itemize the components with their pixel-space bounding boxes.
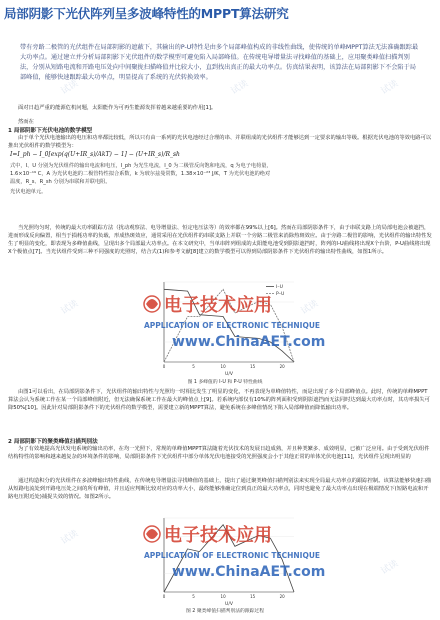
logo-subtitle: APPLICATION OF ELECTRONIC TECHNIQUE — [144, 551, 321, 560]
x-axis-label: U/V — [225, 602, 233, 606]
legend-label: P–U — [276, 292, 285, 297]
page-title: 局部阴影下光伏阵列呈多波峰特性的MPPT算法研究 — [4, 6, 289, 21]
figure-2-caption: 图 2 聚类峰值扫描判别法的跟踪过程 — [185, 609, 265, 614]
watermark: 试读 — [299, 298, 321, 317]
formula-block — [10, 149, 280, 223]
paragraph: 面对日趋严重的能源危机问题，太阳能作为可再生能源发挥着越来越重要的作用[1]。 — [18, 105, 217, 111]
x-tick-label: 0 — [162, 364, 166, 369]
journal-logo — [60, 512, 380, 584]
paragraph: 通过构造积分的光伏组件在多波峰输出特性曲线，在传统电导增量法寻找峰值的基础上，提出了通过聚类峰值扫描判别法来实现全局最大功率点的跟踪控制。该算法能够快速扫描从短路电流处到开路电压处之间的所有峰值，并且适应判断比较对应的功率大小，最终能够准确定位到真正的最大功率点，同时也避免了最大功率点出现在极端情况下(短路电流和开路电压附近处)捕捉失效的情况。如图2所示。 — [8, 478, 432, 500]
abstract: 带有旁路二极管的光伏组件在局部阴影的遮蔽下，其输出的P-U特性是由多个局部峰值构成的非线性曲线，使传统的单峰MPPT算法无法准确跟踪最大功率点。通过建立并分析局部阴影下光伏组件的数学模型可避免陷入局部峰值。在传统电导增量法寻找峰值的基础上，应用聚类峰值扫描判别法，分别从短路电流和开路电压处向中间聚拢扫描峰值并比较大小，直到找出真正的最大功率点。仿真结果表明，该算法在局部阴影下不会陷于局部峰值，能够快速跟踪最大功率点，明显提高了系统的光伏转换效率。 — [20, 44, 419, 82]
paragraph: 然而在 — [18, 119, 34, 125]
section-heading: 1 局部阴影下光伏电池的数学模型 — [8, 128, 93, 134]
paragraph: 由图1可以看出，在局部阴影条件下，光伏组件的输出特性与光照均一时相比发生了明显的变化，不再表现为单峰值特性，而是出现了多个局部峰值点。此时，传统的单峰MPPT算法会认为系统工作在某一个局部峰值附近，但无法确保系统工作在最大的峰值点上[9]。若系统内部仅有10%的阵列面积受到阴影遮挡而无法同时达到最大功率点时，其功率损失可降50%[10]。因此针对局部阴影条件下的光伏组件的数学模型，需要建立新的MPPT算法，避免系统在多峰值情况下陷入局部峰值而降低输出功率。 — [8, 389, 430, 411]
equation-note: 光伏电池单元。 — [10, 188, 47, 195]
equation: I=I_ph − I_0[exp(q(U+IR_s)/AkT) − 1] − (U+IR_s)/R_sh — [10, 151, 180, 158]
watermark: 试读 — [59, 528, 81, 547]
watermark: 试读 — [379, 558, 401, 577]
section-heading: 2 局部阴影下的聚类峰值扫描判别法 — [8, 439, 98, 445]
x-tick-label: 0 — [162, 594, 166, 599]
watermark: 试读 — [59, 298, 81, 317]
watermark: 试读 — [229, 78, 251, 97]
figure-1-caption: 图 1 多峰值的 I-U 和 P-U 特性曲线 — [187, 380, 263, 385]
x-tick-label: 10 — [220, 594, 226, 599]
logo-url: www.ChinaAET.com — [172, 564, 326, 580]
x-tick-label: 10 — [220, 364, 226, 369]
x-tick-label: 20 — [279, 594, 285, 599]
logo-subtitle: APPLICATION OF ELECTRONIC TECHNIQUE — [144, 321, 321, 330]
paragraph: 为了有效地提高光伏发电系统的输出功率，在均一光照下，常规的单峰值MPPT算法随着光伏技术的发展日趋成熟，并且种类繁多、成效明显，已被广泛应用。由于受到光伏组件结构特性的影响和越来越复杂的环境条件的影响，局部阴影条件下光伏组件中部分单体光伏电池接受的光照强度会小于其他正常的单体光伏电池[11]，光伏组件呈现出明显的 — [8, 446, 430, 460]
paragraph: 由于单个光伏电池输出的电压和功率都比较低，所以只有由一系列的光伏电池经过合理的串、并联组成的光伏组件才能够达到一定要求的输出等级。根据光伏电池的等效电路可以推出光伏组件的数学模型为： — [8, 135, 432, 149]
x-tick-label: 5 — [192, 594, 195, 599]
logo-url: www.ChinaAET.com — [172, 334, 326, 350]
x-axis-label: U/V — [225, 372, 233, 376]
logo-text: 电子技术应用 — [164, 525, 272, 546]
x-tick-label: 5 — [192, 364, 195, 369]
equation-note: 式中，I、U 分别为光伏组件的输出电流和电压，I_ph 为光生电流，I_0 为二极管反向饱和电流，q 为电子电荷量，1.6×10⁻¹⁹ C，A 为光伏电池的二极管特性拟合系数，k 为玻尔兹曼常数，1.38×10⁻²³ J/K，T 为光伏电池的绝对温度，R_s、R_sh 分别为串联和并联电阻。 — [10, 163, 272, 186]
x-tick-label: 20 — [279, 364, 285, 369]
logo-text: 电子技术应用 — [164, 295, 272, 316]
legend-label: I–U — [276, 285, 283, 290]
watermark: 试读 — [379, 78, 401, 97]
watermark: 试读 — [59, 78, 81, 97]
x-tick-label: 15 — [250, 364, 256, 369]
journal-logo — [60, 282, 380, 354]
x-tick-label: 15 — [250, 594, 256, 599]
paragraph: 当光照均匀时，传统的最大功率跟踪方法（扰动观察法、电导增量法、恒定电压法等）的效率都在99%以上[6]。然而在局部阴影条件下，由于串联支路上的局部电池会被遮挡，进而形成反向偏置，相当于损耗功率的负载，形成热斑效应，通常采用在光伏组件的串联支路上并联一个旁路二极管来消除热斑效应。由于旁路二极管的影响，光伏组件的输出特性发生了明显的变化，即表现为多峰值曲线，呈现出多个局部最大功率点。在本文研究中，当单串阵列组成的太阳能电池受到阴影遮挡时，阵列的I-U曲线将出现X个台阶，P-U曲线将出现X个极值点[7]。当光伏组件受到三种不同强度的光照时，结合式(1)和参考文献[8]建立的数学模型可以得到局部阴影条件下光伏组件的输出特性曲线，如图1所示。 — [8, 225, 432, 255]
